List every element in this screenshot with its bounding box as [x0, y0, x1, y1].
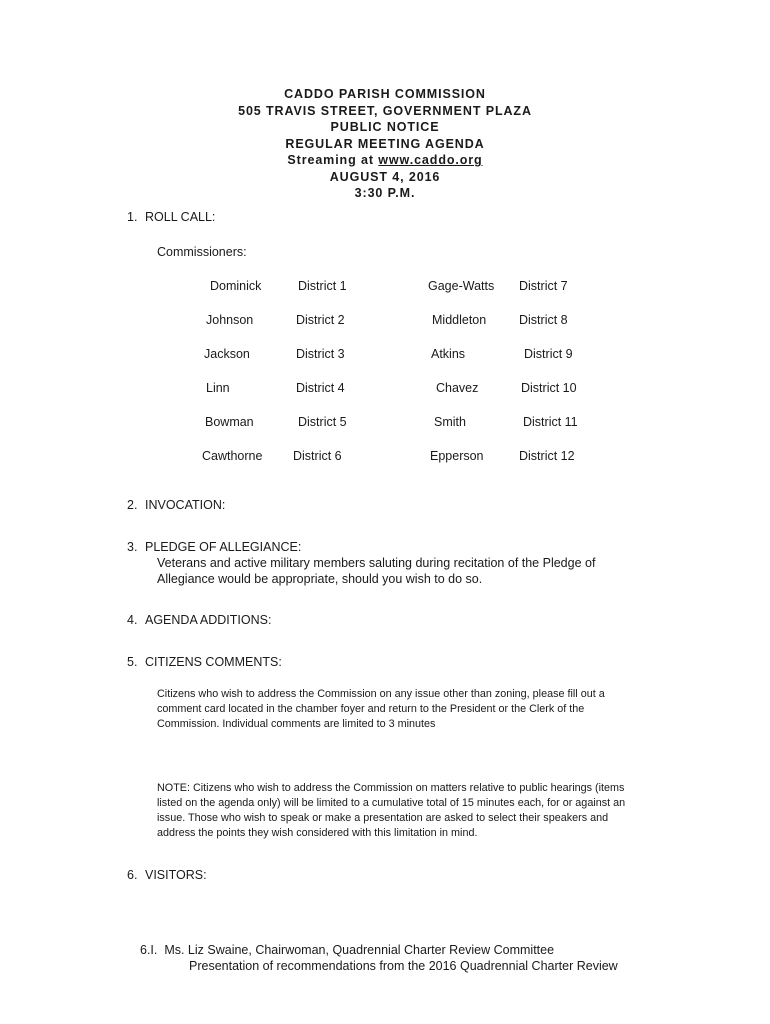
section-number: 5.	[127, 655, 138, 669]
section-visitors	[127, 868, 207, 882]
commissioner-district: District 1	[298, 279, 347, 293]
commissioner-name: Middleton	[432, 313, 487, 327]
section-roll-call	[127, 210, 215, 224]
section-number: 4.	[127, 613, 138, 627]
section-invocation	[127, 498, 225, 512]
pledge-text: Veterans and active military members saluting during recitation of the Pledge of Allegiance would be appropriate, should you wish to do so.	[157, 556, 596, 586]
commissioner-district: District 4	[296, 381, 345, 395]
section-number: 6.	[127, 868, 138, 882]
commissioner-district: District 8	[519, 313, 568, 327]
commissioner-district: District 7	[519, 279, 568, 293]
streaming-link[interactable]: www.caddo.org	[378, 153, 483, 167]
section-title: CITIZENS COMMENTS:	[145, 655, 282, 669]
notice-title: PUBLIC NOTICE	[330, 120, 440, 134]
meeting-time: 3:30 P.M.	[354, 186, 416, 200]
commissioner-name: Jackson	[204, 347, 250, 361]
agenda-header	[0, 86, 770, 202]
agenda-title: REGULAR MEETING AGENDA	[285, 136, 485, 151]
visitor-item-description: Presentation of recommendations from the 2016 Quadrennial Charter Review	[189, 959, 618, 973]
commissioner-name: Smith	[434, 415, 466, 429]
visitor-item-number: 6.I.	[140, 943, 158, 957]
commissioner-name: Cawthorne	[202, 449, 263, 463]
section-citizens-comments	[127, 655, 282, 669]
commissioner-name: Chavez	[436, 381, 479, 395]
section-number: 1.	[127, 210, 138, 224]
commissioner-name: Bowman	[205, 415, 254, 429]
section-title: AGENDA ADDITIONS:	[145, 613, 272, 627]
section-title: VISITORS:	[145, 868, 207, 882]
commissioners-label: Commissioners:	[157, 245, 247, 259]
commissioner-name: Linn	[206, 381, 230, 395]
commissioner-district: District 10	[521, 381, 577, 395]
commissioner-district: District 6	[293, 449, 342, 463]
commissioner-district: District 12	[519, 449, 575, 463]
citizens-comments-paragraph: Citizens who wish to address the Commission on any issue other than zoning, please fill out a comment card located in the chamber foyer and return to the President or the Clerk of the Commission. Individual comments are limited to 3 minutes	[157, 688, 605, 730]
section-agenda-additions	[127, 613, 271, 627]
section-number: 3.	[127, 540, 138, 554]
commissioner-district: District 11	[523, 415, 578, 429]
commissioner-name: Epperson	[430, 449, 484, 463]
commissioner-district: District 9	[524, 347, 573, 361]
org-name: CADDO PARISH COMMISSION	[284, 87, 486, 101]
section-pledge	[127, 540, 301, 554]
streaming-prefix: Streaming at	[287, 153, 379, 167]
section-title: INVOCATION:	[145, 498, 226, 512]
commissioner-name: Johnson	[206, 313, 254, 327]
section-title: PLEDGE OF ALLEGIANCE:	[145, 540, 302, 554]
meeting-date: AUGUST 4, 2016	[329, 169, 441, 184]
section-number: 2.	[127, 498, 138, 512]
commissioner-name: Gage-Watts	[428, 279, 495, 293]
commissioner-name: Atkins	[431, 347, 466, 361]
org-address: 505 TRAVIS STREET, GOVERNMENT PLAZA	[238, 103, 532, 118]
section-title: ROLL CALL:	[145, 210, 216, 224]
commissioner-district: District 3	[296, 347, 345, 361]
visitor-item-title: Ms. Liz Swaine, Chairwoman, Quadrennial Charter Review Committee	[164, 943, 555, 957]
visitor-item	[140, 942, 618, 974]
commissioner-district: District 2	[296, 313, 345, 327]
commissioner-district: District 5	[298, 415, 347, 429]
streaming-line	[0, 152, 770, 169]
citizens-comments-note: NOTE: Citizens who wish to address the Commission on matters relative to public hearings (items listed on the agenda only) will be limited to a cumulative total of 15 minutes each, for or against an issue. Those who wish to speak or make a presentation are asked to select their speakers and address the points they wish considered with this limitation in mind.	[157, 782, 626, 839]
commissioner-name: Dominick	[210, 279, 262, 293]
